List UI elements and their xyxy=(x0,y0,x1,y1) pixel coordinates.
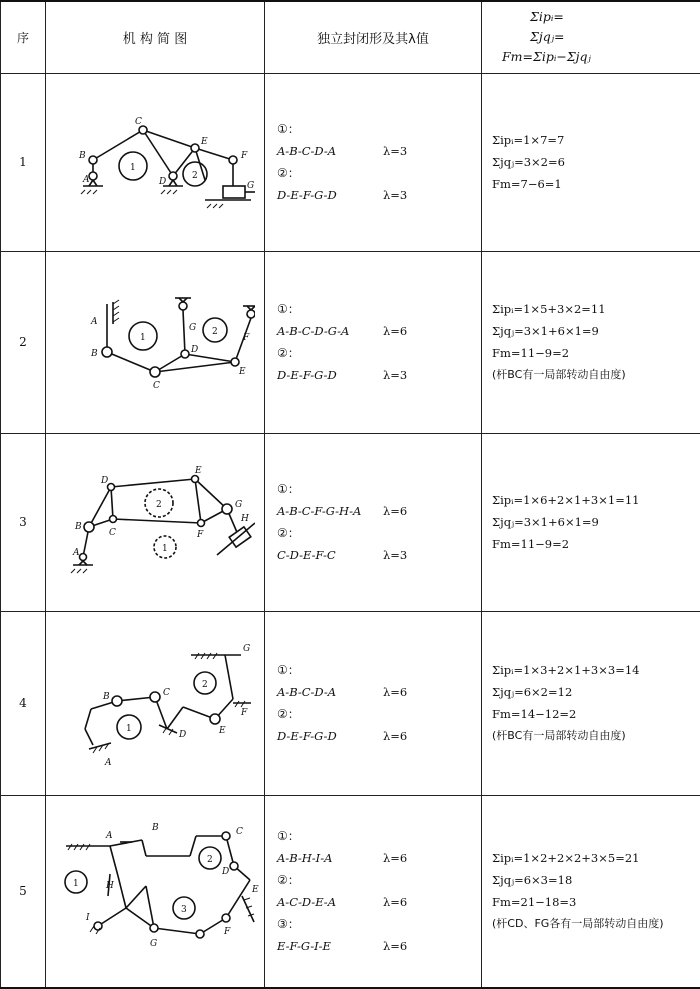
loop-label: ③： xyxy=(277,913,481,935)
loop-lambda: λ=3 xyxy=(383,188,407,202)
diagram-svg xyxy=(50,816,260,966)
header-calc xyxy=(482,1,700,73)
loop-label-1: 1 xyxy=(162,544,168,554)
loops-cell xyxy=(265,433,482,611)
header-calc-line1: Σipᵢ= xyxy=(502,7,700,27)
joint-label-A: A xyxy=(82,175,90,185)
table-row xyxy=(1,251,700,433)
calc-line: Σipᵢ=1×2+2×2+3×5=21 xyxy=(492,847,700,869)
loop-label: ①： xyxy=(277,478,481,500)
calc-line: Fm=21−18=3 xyxy=(492,891,700,913)
header-row xyxy=(1,1,700,73)
loop-label: ①： xyxy=(277,825,481,847)
loop-label-1: 1 xyxy=(126,724,132,734)
joint-label-C: C xyxy=(236,827,243,837)
loop-label: ②： xyxy=(277,162,481,184)
joint-label-G: G xyxy=(235,500,242,510)
loop-label-2: 2 xyxy=(207,855,213,865)
mechanism-diagram-5 xyxy=(46,795,265,988)
loop-sequence: C-D-E-F-C xyxy=(277,544,383,566)
loops-cell xyxy=(265,251,482,433)
calc-cell xyxy=(482,795,700,988)
loop-label: ②： xyxy=(277,342,481,364)
mechanism-diagram-3 xyxy=(46,433,265,611)
loops-cell xyxy=(265,795,482,988)
loop-label-1: 1 xyxy=(130,163,136,173)
loop-label: ①： xyxy=(277,659,481,681)
loop-sequence: E-F-G-I-E xyxy=(277,935,383,957)
loop-line xyxy=(277,364,481,386)
joint-label-G: G xyxy=(189,323,196,333)
joint-label-G: G xyxy=(243,644,250,654)
joint-label-C: C xyxy=(109,528,116,538)
loop-label-2: 2 xyxy=(192,171,198,181)
loop-label-2: 2 xyxy=(156,500,162,510)
loop-label-3: 3 xyxy=(181,905,187,915)
joint-label-D: D xyxy=(178,730,186,740)
joint-label-F: F xyxy=(196,530,204,540)
loop-sequence: D-E-F-G-D xyxy=(277,725,383,747)
loop-label: ②： xyxy=(277,869,481,891)
loop-lambda: λ=6 xyxy=(383,504,407,518)
joint-label-E: E xyxy=(251,885,259,895)
mechanism-diagram-1 xyxy=(46,73,265,251)
loop-label-1: 1 xyxy=(73,879,79,889)
joint-label-E: E xyxy=(194,466,202,476)
diagram-svg xyxy=(55,102,255,222)
calc-line: Σipᵢ=1×7=7 xyxy=(492,129,700,151)
loop-line xyxy=(277,891,481,913)
calc-line: Σipᵢ=1×6+2×1+3×1=11 xyxy=(492,489,700,511)
loop-lambda: λ=6 xyxy=(383,895,407,909)
loop-sequence: A-B-C-D-G-A xyxy=(277,320,383,342)
joint-label-B: B xyxy=(151,823,159,833)
calc-line: Fm=14−12=2 xyxy=(492,703,700,725)
row-number: 2 xyxy=(1,251,46,433)
mechanism-diagram-2 xyxy=(46,251,265,433)
joint-label-F: F xyxy=(240,708,248,718)
loop-sequence: A-C-D-E-A xyxy=(277,891,383,913)
loop-line xyxy=(277,725,481,747)
joint-label-D: D xyxy=(190,345,198,355)
calc-line: Fm=7−6=1 xyxy=(492,173,700,195)
loop-lambda: λ=6 xyxy=(383,939,407,953)
loop-label: ①： xyxy=(277,298,481,320)
header-no: 序 xyxy=(1,1,46,73)
joint-label-B: B xyxy=(74,522,82,532)
loop-sequence: A-B-C-F-G-H-A xyxy=(277,500,383,522)
joint-label-C: C xyxy=(135,117,142,127)
joint-label-F: F xyxy=(240,151,248,161)
row-number: 1 xyxy=(1,73,46,251)
table-row xyxy=(1,795,700,988)
loop-lambda: λ=6 xyxy=(383,729,407,743)
header-calc-line2: Σjqⱼ= xyxy=(502,27,700,47)
loop-line xyxy=(277,681,481,703)
calc-line: Σipᵢ=1×3+2×1+3×3=14 xyxy=(492,659,700,681)
loop-line xyxy=(277,544,481,566)
loop-sequence: D-E-F-G-D xyxy=(277,184,383,206)
joint-label-H: H xyxy=(240,514,249,524)
calc-line: Σjqⱼ=6×2=12 xyxy=(492,681,700,703)
calc-line: Fm=11−9=2 xyxy=(492,533,700,555)
header-calc-line3: Fm=Σipᵢ−Σjqⱼ xyxy=(502,47,700,67)
loop-line xyxy=(277,140,481,162)
loop-line xyxy=(277,500,481,522)
joint-label-D: D xyxy=(158,177,166,187)
joint-label-I: I xyxy=(85,913,90,923)
loop-sequence: A-B-C-D-A xyxy=(277,140,383,162)
loop-label: ①： xyxy=(277,118,481,140)
loop-label: ②： xyxy=(277,522,481,544)
calc-line: Σjqⱼ=6×3=18 xyxy=(492,869,700,891)
joint-label-A: A xyxy=(90,317,98,327)
joint-label-E: E xyxy=(218,726,226,736)
joint-label-D: D xyxy=(221,867,229,877)
diagram-svg xyxy=(55,633,255,773)
joint-label-C: C xyxy=(153,381,160,391)
joint-label-B: B xyxy=(90,349,98,359)
loop-label-2: 2 xyxy=(202,680,208,690)
joint-label-E: E xyxy=(238,367,246,377)
loops-cell xyxy=(265,611,482,795)
loop-line xyxy=(277,847,481,869)
calc-note: (杆BC有一局部转动自由度) xyxy=(492,364,700,386)
loop-label: ②： xyxy=(277,703,481,725)
joint-label-A: A xyxy=(72,548,80,558)
joint-label-F: F xyxy=(242,333,250,343)
loop-line xyxy=(277,320,481,342)
loops-cell xyxy=(265,73,482,251)
loop-label-2: 2 xyxy=(212,327,218,337)
calc-cell xyxy=(482,251,700,433)
loop-lambda: λ=3 xyxy=(383,548,407,562)
calc-line: Σjqⱼ=3×1+6×1=9 xyxy=(492,511,700,533)
joint-label-B: B xyxy=(78,151,86,161)
row-number: 5 xyxy=(1,795,46,988)
row-number: 3 xyxy=(1,433,46,611)
calc-line: Σipᵢ=1×5+3×2=11 xyxy=(492,298,700,320)
mechanism-diagram-4 xyxy=(46,611,265,795)
loop-lambda: λ=3 xyxy=(383,368,407,382)
table-row xyxy=(1,433,700,611)
loop-sequence: A-B-H-I-A xyxy=(277,847,383,869)
joint-label-B: B xyxy=(102,692,110,702)
joint-label-H: H xyxy=(105,881,114,891)
diagram-svg xyxy=(55,282,255,402)
joint-label-G: G xyxy=(247,181,254,191)
joint-label-C: C xyxy=(163,688,170,698)
calc-line: Σjqⱼ=3×1+6×1=9 xyxy=(492,320,700,342)
table-row xyxy=(1,611,700,795)
loop-lambda: λ=3 xyxy=(383,144,407,158)
joint-label-D: D xyxy=(100,476,108,486)
diagram-svg xyxy=(55,457,255,587)
loop-sequence: D-E-F-G-D xyxy=(277,364,383,386)
joint-label-A: A xyxy=(105,831,113,841)
calc-cell xyxy=(482,433,700,611)
row-number: 4 xyxy=(1,611,46,795)
joint-label-F: F xyxy=(223,927,231,937)
header-figure: 机 构 简 图 xyxy=(46,1,265,73)
loop-sequence: A-B-C-D-A xyxy=(277,681,383,703)
calc-note: (杆CD、FG各有一局部转动自由度) xyxy=(492,913,700,935)
loop-label-1: 1 xyxy=(140,333,146,343)
calc-cell xyxy=(482,611,700,795)
calc-note: (杆BC有一局部转动自由度) xyxy=(492,725,700,747)
loop-lambda: λ=6 xyxy=(383,851,407,865)
loop-lambda: λ=6 xyxy=(383,685,407,699)
loop-line xyxy=(277,935,481,957)
joint-label-A: A xyxy=(104,758,112,768)
joint-label-E: E xyxy=(200,137,208,147)
joint-label-G: G xyxy=(150,939,157,949)
calc-line: Fm=11−9=2 xyxy=(492,342,700,364)
loop-line xyxy=(277,184,481,206)
calc-cell xyxy=(482,73,700,251)
calc-line: Σjqⱼ=3×2=6 xyxy=(492,151,700,173)
header-loops: 独立封闭形及其λ值 xyxy=(265,1,482,73)
loop-lambda: λ=6 xyxy=(383,324,407,338)
table-row xyxy=(1,73,700,251)
